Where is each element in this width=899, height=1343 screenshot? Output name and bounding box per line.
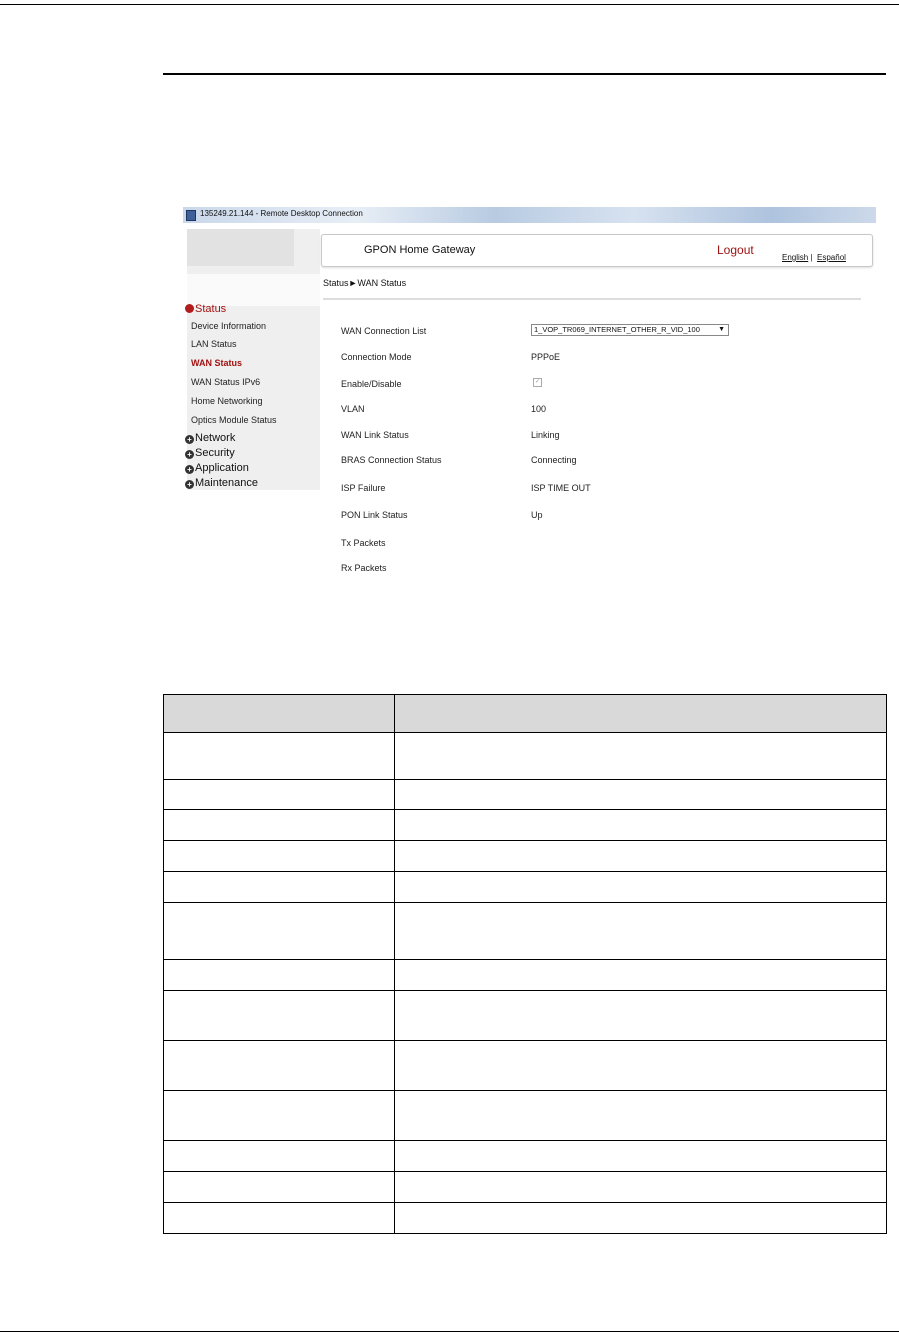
table-cell bbox=[395, 1141, 887, 1172]
breadcrumb-divider bbox=[323, 298, 861, 300]
gateway-title: GPON Home Gateway bbox=[364, 244, 476, 256]
table-cell bbox=[395, 1041, 887, 1091]
label-rx-packets: Rx Packets bbox=[341, 563, 387, 573]
table-cell bbox=[164, 1141, 395, 1172]
table-cell bbox=[164, 1041, 395, 1091]
wan-connection-select[interactable] bbox=[531, 324, 729, 336]
table-row bbox=[164, 810, 887, 841]
sidebar-group-maintenance[interactable] bbox=[185, 477, 258, 489]
table-row bbox=[164, 780, 887, 810]
description-table bbox=[163, 694, 887, 1234]
window-titlebar[interactable] bbox=[183, 207, 876, 223]
table-row bbox=[164, 872, 887, 903]
table-cell bbox=[164, 872, 395, 903]
table-cell bbox=[395, 810, 887, 841]
window-title: 135249.21.144 - Remote Desktop Connection bbox=[200, 209, 363, 218]
collapse-icon bbox=[185, 304, 194, 313]
wan-connection-selected: 1_VOP_TR069_INTERNET_OTHER_R_VID_100 bbox=[534, 325, 700, 334]
section-rule bbox=[163, 73, 886, 75]
table-row bbox=[164, 1041, 887, 1091]
sidebar-group-label: Network bbox=[195, 432, 236, 444]
table-cell bbox=[164, 780, 395, 810]
label-bras-connection-status: BRAS Connection Status bbox=[341, 455, 442, 465]
value-vlan: 100 bbox=[531, 404, 547, 414]
table-row bbox=[164, 841, 887, 872]
sidebar-logo-area bbox=[187, 229, 294, 266]
value-wan-link-status: Linking bbox=[531, 430, 560, 440]
page-top-rule bbox=[0, 4, 899, 5]
table-cell bbox=[395, 780, 887, 810]
table-cell bbox=[395, 733, 887, 780]
sidebar-item-device-information[interactable]: Device Information bbox=[191, 321, 267, 331]
table-cell bbox=[395, 903, 887, 960]
value-pon-link-status: Up bbox=[531, 510, 543, 520]
table-row bbox=[164, 1203, 887, 1234]
label-tx-packets: Tx Packets bbox=[341, 538, 386, 548]
table-cell bbox=[164, 810, 395, 841]
table-cell bbox=[164, 1091, 395, 1141]
sidebar-item-wan-status[interactable]: WAN Status bbox=[191, 358, 243, 368]
sidebar-item-lan-status[interactable]: LAN Status bbox=[191, 339, 237, 349]
sidebar-group-label: Security bbox=[195, 447, 235, 459]
sidebar-group-security[interactable] bbox=[185, 447, 235, 459]
table-cell bbox=[164, 960, 395, 991]
wan-status-screenshot bbox=[183, 207, 876, 602]
table-cell bbox=[164, 733, 395, 780]
table-header-cell bbox=[164, 695, 395, 733]
language-switcher bbox=[782, 253, 846, 262]
label-wan-link-status: WAN Link Status bbox=[341, 430, 409, 440]
sidebar-item-optics-module-status[interactable]: Optics Module Status bbox=[191, 415, 277, 425]
table-cell bbox=[164, 991, 395, 1041]
label-pon-link-status: PON Link Status bbox=[341, 510, 408, 520]
value-connection-mode: PPPoE bbox=[531, 352, 561, 362]
sidebar-status-label: Status bbox=[195, 303, 227, 315]
table-cell bbox=[164, 1172, 395, 1203]
table-cell bbox=[395, 1091, 887, 1141]
page-bottom-rule bbox=[0, 1331, 899, 1332]
table-cell bbox=[395, 991, 887, 1041]
expand-icon: + bbox=[185, 465, 194, 474]
table-cell bbox=[395, 841, 887, 872]
table-cell bbox=[395, 960, 887, 991]
sidebar-group-application[interactable] bbox=[185, 462, 249, 474]
table-row bbox=[164, 733, 887, 780]
label-isp-failure: ISP Failure bbox=[341, 483, 386, 493]
english-link[interactable]: English bbox=[782, 253, 809, 262]
label-enable-disable: Enable/Disable bbox=[341, 379, 402, 389]
table-row bbox=[164, 1172, 887, 1203]
label-wan-connection-list: WAN Connection List bbox=[341, 326, 427, 336]
expand-icon: + bbox=[185, 480, 194, 489]
table-row bbox=[164, 903, 887, 960]
expand-icon: + bbox=[185, 450, 194, 459]
label-connection-mode: Connection Mode bbox=[341, 352, 412, 362]
table-cell bbox=[164, 903, 395, 960]
enable-checkbox[interactable]: ✓ bbox=[534, 379, 541, 385]
dropdown-arrow-icon: ▼ bbox=[718, 326, 725, 333]
expand-icon: + bbox=[185, 435, 194, 444]
label-vlan: VLAN bbox=[341, 404, 365, 414]
value-bras-connection-status: Connecting bbox=[531, 455, 577, 465]
breadcrumb: Status►WAN Status bbox=[323, 278, 407, 288]
table-header-cell bbox=[395, 695, 887, 733]
sidebar-group-network[interactable] bbox=[185, 432, 235, 444]
logout-link[interactable]: Logout bbox=[717, 243, 754, 257]
table-cell bbox=[395, 872, 887, 903]
value-isp-failure: ISP TIME OUT bbox=[531, 483, 591, 493]
table-cell bbox=[164, 841, 395, 872]
table-header-row bbox=[164, 695, 887, 733]
sidebar-spacer bbox=[187, 274, 320, 306]
table-row bbox=[164, 991, 887, 1041]
table-row bbox=[164, 1091, 887, 1141]
remote-desktop-icon bbox=[186, 210, 196, 221]
sidebar-item-wan-status-ipv6[interactable]: WAN Status IPv6 bbox=[191, 377, 261, 387]
gateway-header bbox=[321, 234, 873, 267]
table-cell bbox=[395, 1203, 887, 1234]
sidebar-item-home-networking[interactable]: Home Networking bbox=[191, 396, 263, 406]
sidebar-group-status[interactable] bbox=[185, 303, 226, 315]
sidebar-group-label: Application bbox=[195, 462, 249, 474]
table-cell bbox=[164, 1203, 395, 1234]
sidebar-group-label: Maintenance bbox=[195, 477, 258, 489]
table-row bbox=[164, 960, 887, 991]
language-separator: | bbox=[810, 253, 813, 262]
spanish-link[interactable]: Español bbox=[817, 253, 846, 262]
table-row bbox=[164, 1141, 887, 1172]
table-cell bbox=[395, 1172, 887, 1203]
